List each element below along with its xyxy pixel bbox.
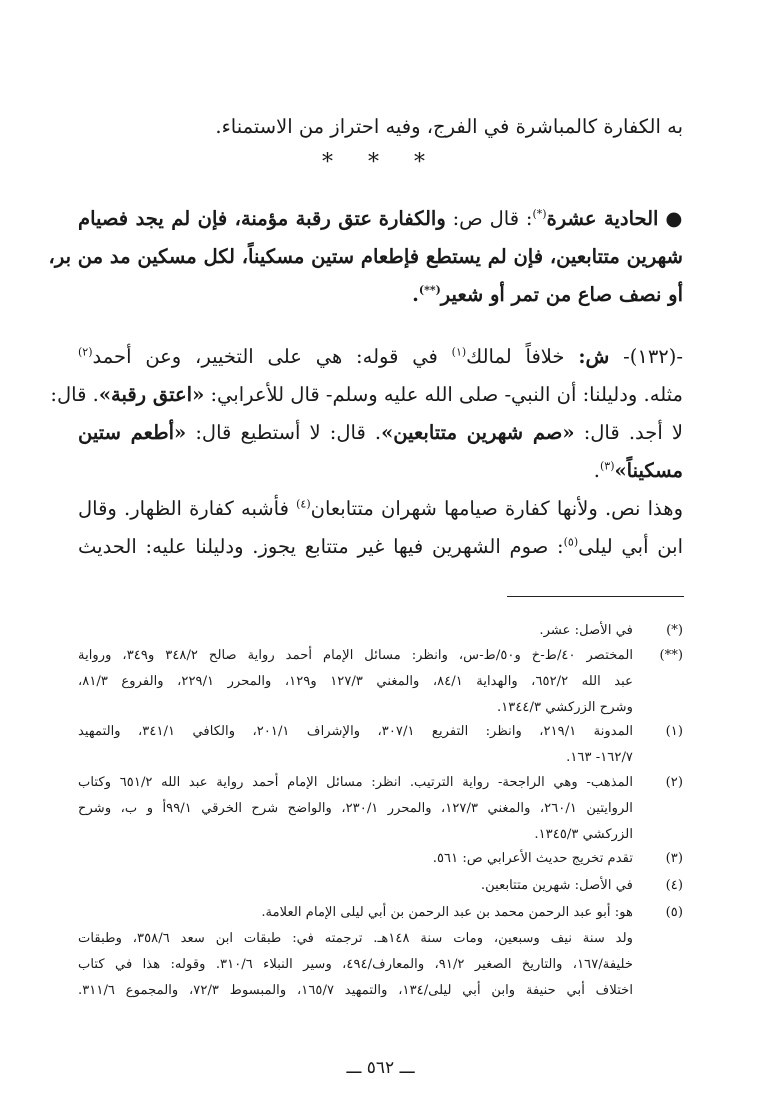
paragraph-1 (78, 108, 683, 146)
footnote-ref: (٣) (599, 459, 615, 473)
text-run: : صوم الشهرين فيها غير متتابع يجوز. ودليلنا عليه: الحديث (78, 535, 564, 558)
hadith-quote: «صم شهرين متتابعين» (381, 421, 575, 444)
text-run: في قوله: هي على التخيير، وعن أحمد (92, 345, 452, 368)
text-line (78, 490, 683, 528)
text-run: أو نصف صاع من تمر أو شعير (440, 283, 683, 306)
footnote-line: في الأصل: شهرين متتابعين. (480, 878, 633, 893)
text-line: به الكفارة كالمباشرة في الفرج، وفيه احتراز من الاستمناء. (215, 115, 683, 138)
hadith-quote: «اعتق رقبة» (98, 383, 205, 406)
footnote-separator (507, 596, 684, 597)
text-run: . قال: (50, 383, 99, 406)
text-run: وهذا نص. ولأنها كفارة صيامها شهران متتابعان (310, 497, 683, 520)
footnote-number: (٢) (665, 775, 683, 790)
footnote-star (78, 618, 683, 644)
text-line (78, 276, 683, 314)
text-run: . (593, 459, 600, 482)
text-run: ش: (578, 345, 610, 368)
footnote-number: (٤) (665, 878, 683, 893)
paragraph-3 (50, 338, 683, 490)
footnote-line: هو: أبو عبد الرحمن محمد بن عبد الرحمن بن أبي ليلى الإمام العلامة. (261, 905, 633, 920)
page-number: ـــ ٥٦٢ ـــ (346, 1058, 415, 1078)
footnote-1 (78, 719, 683, 771)
footnote-line: خليفة/١٦٧، والتاريخ الصغير ٩١/٢، والمعارف/٤٩٤، وسير النبلاء ٣١٠/٦. وقوله: هذا في كتاب (78, 957, 633, 972)
footnote-ref: (٤) (296, 497, 311, 511)
footnote-3 (78, 846, 683, 872)
footnote-line: المدونة ٢١٩/١، وانظر: التفريع ٣٠٧/١، والإشراف ٢٠١/١، والكافي ٣٤١/١، والتمهيد (78, 724, 634, 739)
footnote-line: المختصر ٤٠/ط-خ و٥٠/ط-س، وانظر: مسائل الإمام أحمد رواية صالح ٣٤٨/٢ و٣٤٩، ورواية (78, 648, 634, 663)
footnote-line: في الأصل: عشر. (539, 623, 633, 638)
footnote-ref: (٥) (563, 535, 579, 549)
footnote-ref: (١) (451, 345, 467, 359)
hadith-quote: «أطعم ستين (78, 421, 187, 444)
footnote-line: عبد الله ٦٥٢/٢، والهداية ٨٤/١، والمغني ١٢٧/٣ و١٢٩، والمحرر ٢٢٩/١، والفروع ٨١/٣، (78, 674, 633, 689)
footnote-number: (*) (666, 623, 683, 638)
footnote-line: ١٦٢/٧- ١٦٣. (566, 750, 633, 765)
text-run: خلافاً لمالك (466, 345, 579, 368)
footnote-line: الزركشي ١٣٤٥/٣. (534, 827, 633, 842)
text-line (78, 338, 683, 376)
footnote-line: اختلاف أبي حنيفة وابن أبي ليلى/١٣٤، والتمهيد ١٦٥/٧، والمبسوط ٧٢/٣، والمجموع ٣١١/٦. (78, 983, 633, 998)
text-line (50, 376, 683, 414)
footnote-ref: (**) (418, 283, 441, 297)
section-separator-stars: * * * (322, 150, 439, 175)
text-run: لا أجد. قال: (574, 421, 683, 444)
text-run: . (412, 283, 419, 306)
text-line (78, 414, 683, 452)
text-run: فأشبه كفارة الظهار. وقال (78, 497, 297, 520)
footnote-ref: (*) (532, 207, 547, 221)
footnote-number: (٣) (665, 851, 683, 866)
footnote-line: تقدم تخريج حديث الأعرابي ص: ٥٦١. (432, 851, 633, 866)
footnote-line: وشرح الزركشي ١٣٤٤/٣. (496, 700, 633, 715)
footnote-5 (78, 900, 683, 1004)
section-heading: الحادية عشرة (546, 207, 659, 230)
bullet-icon: ● (665, 207, 683, 230)
text-run: ابن أبي ليلى (578, 535, 683, 558)
text-run: والكفارة عتق رقبة مؤمنة، فإن لم يجد فصيام (78, 207, 446, 230)
footnote-number: (٥) (665, 905, 683, 920)
text-line (78, 528, 683, 566)
document-page (48, 0, 683, 1110)
footnote-ref: (٢) (78, 345, 93, 359)
text-run: : قال ص: (445, 207, 533, 230)
footnote-double-star (78, 643, 683, 721)
paragraph-2 (48, 200, 683, 314)
hadith-quote: مسكيناً» (614, 459, 683, 482)
paragraph-4 (78, 490, 683, 566)
text-run: -(١٣٢)- (609, 345, 683, 368)
footnote-line: ولد سنة نيف وسبعين، ومات سنة ١٤٨هـ. ترجمته في: طبقات ابن سعد ٣٥٨/٦، وطبقات (78, 931, 633, 946)
text-line (78, 200, 683, 238)
text-run: مثله. ودليلنا: أن النبي- صلى الله عليه وسلم- قال للأعرابي: (204, 383, 683, 406)
footnote-line: المذهب- وهي الراجحة- رواية الترتيب. انظر: مسائل الإمام أحمد رواية عبد الله ٦٥١/٢ وكتاب (78, 775, 633, 790)
footnote-number: (**) (659, 648, 683, 663)
text-line (78, 452, 683, 490)
footnote-2 (78, 770, 683, 848)
footnote-4 (78, 873, 683, 899)
text-run: . قال: لا أستطيع قال: (186, 421, 382, 444)
footnote-line: الروايتين ٢٦٠/١، والمغني ١٢٧/٣، والمحرر ٢٣٠/١، والواضح شرح الخرقي ٩٩/١أ و ب، وشرح (78, 801, 633, 816)
footnote-number: (١) (665, 724, 683, 739)
text-line: شهرين متتابعين، فإن لم يستطع فإطعام ستين مسكيناً، لكل مسكين مد من بر، (48, 245, 683, 268)
